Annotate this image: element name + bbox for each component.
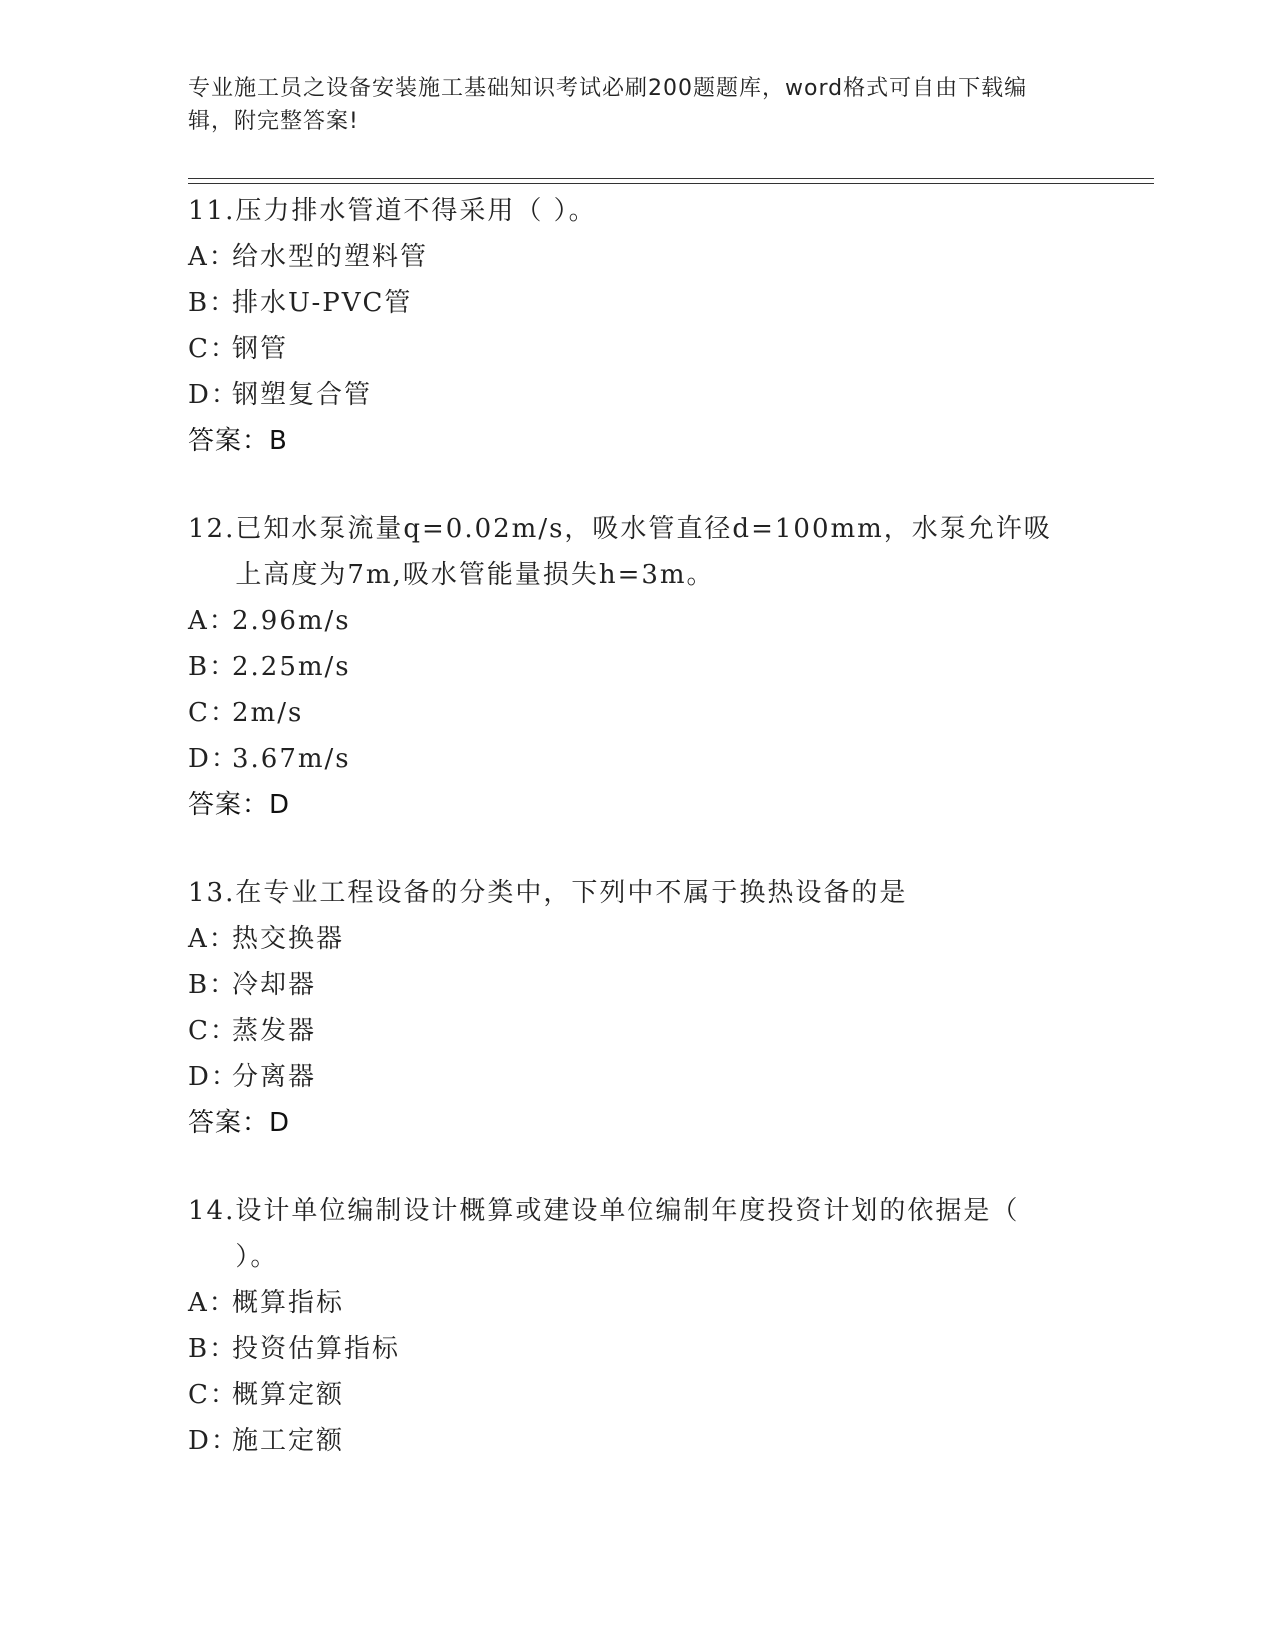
option-text: 施工定额 xyxy=(232,1426,345,1456)
question-14 xyxy=(188,1188,1068,1464)
option-c xyxy=(188,1372,1068,1418)
option-text: 钢塑复合管 xyxy=(232,380,373,410)
question-stem xyxy=(188,506,1068,598)
option-key: B： xyxy=(188,288,238,318)
header-divider-bottom xyxy=(188,183,1154,184)
option-c xyxy=(188,1008,1068,1054)
option-key: A： xyxy=(188,924,237,954)
option-c xyxy=(188,326,1068,372)
option-b xyxy=(188,644,1068,690)
option-d xyxy=(188,1054,1068,1100)
option-key: B： xyxy=(188,652,238,682)
question-text: 已知水泵流量q=0.02m/s，吸水管直径d=100mm，水泵允许吸上高度为7m,吸水管能量损失h=3m。 xyxy=(235,514,1052,590)
question-number: 14. xyxy=(188,1196,236,1226)
option-text: 蒸发器 xyxy=(232,1016,317,1046)
option-text: 2m/s xyxy=(232,698,304,728)
option-key: A： xyxy=(188,242,237,272)
option-key: D： xyxy=(188,744,239,774)
answer-line: 答案：D xyxy=(188,1108,291,1138)
question-13 xyxy=(188,870,1068,1146)
option-text: 概算指标 xyxy=(232,1288,345,1318)
option-text: 分离器 xyxy=(232,1062,317,1092)
question-text: 设计单位编制设计概算或建设单位编制年度投资计划的依据是（ ）。 xyxy=(235,1196,1020,1272)
option-text: 排水U-PVC管 xyxy=(232,288,413,318)
question-list xyxy=(188,188,1068,1506)
question-stem xyxy=(188,870,1068,916)
header-divider-top xyxy=(188,178,1154,179)
option-c xyxy=(188,690,1068,736)
question-number: 13. xyxy=(188,878,236,908)
answer-line: 答案：B xyxy=(188,426,288,456)
option-text: 热交换器 xyxy=(232,924,345,954)
question-number: 12. xyxy=(188,514,236,544)
option-key: C： xyxy=(188,1016,238,1046)
option-a xyxy=(188,916,1068,962)
option-b xyxy=(188,280,1068,326)
document-header: 专业施工员之设备安装施工基础知识考试必刷200题题库，word格式可自由下载编辑，附完整答案! xyxy=(188,76,1028,134)
question-text: 在专业工程设备的分类中，下列中不属于换热设备的是 xyxy=(235,878,908,908)
option-key: D： xyxy=(188,1426,239,1456)
answer-line: 答案：D xyxy=(188,790,291,820)
option-b xyxy=(188,1326,1068,1372)
question-text: 压力排水管道不得采用（ ）。 xyxy=(235,196,597,226)
option-key: C： xyxy=(188,698,238,728)
option-a xyxy=(188,234,1068,280)
option-key: B： xyxy=(188,970,238,1000)
question-number: 11. xyxy=(188,196,236,226)
option-d xyxy=(188,1418,1068,1464)
option-a xyxy=(188,1280,1068,1326)
option-key: C： xyxy=(188,334,238,364)
option-key: B： xyxy=(188,1334,238,1364)
option-text: 钢管 xyxy=(232,334,289,364)
option-key: A： xyxy=(188,1288,237,1318)
option-text: 冷却器 xyxy=(232,970,317,1000)
option-key: D： xyxy=(188,1062,239,1092)
question-stem xyxy=(188,188,1068,234)
option-text: 概算定额 xyxy=(232,1380,345,1410)
option-a xyxy=(188,598,1068,644)
option-key: A： xyxy=(188,606,237,636)
question-11 xyxy=(188,188,1068,464)
option-text: 给水型的塑料管 xyxy=(232,242,429,272)
option-d xyxy=(188,736,1068,782)
question-12 xyxy=(188,506,1068,828)
option-d xyxy=(188,372,1068,418)
option-key: D： xyxy=(188,380,239,410)
option-b xyxy=(188,962,1068,1008)
option-text: 2.96m/s xyxy=(232,606,351,636)
option-text: 3.67m/s xyxy=(232,744,351,774)
option-key: C： xyxy=(188,1380,238,1410)
option-text: 2.25m/s xyxy=(232,652,351,682)
question-stem xyxy=(188,1188,1068,1280)
option-text: 投资估算指标 xyxy=(232,1334,401,1364)
